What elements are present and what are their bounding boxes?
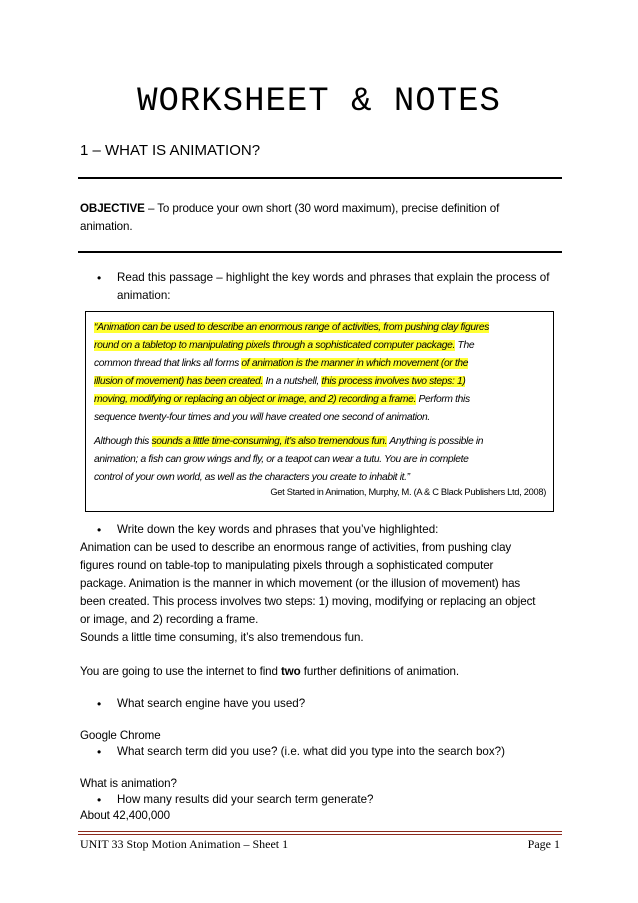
quote-line [94,391,549,409]
answer-results: About 42,400,000 [80,809,170,822]
bullet-text: What search engine have you used? [117,697,306,710]
bullet-icon: • [97,271,102,285]
highlight: illusion of movement) has been created. [94,376,263,387]
instruction-bullet-read [97,269,557,305]
bullet-icon: • [97,523,102,537]
footer-divider-thin [78,834,562,835]
highlight: moving, modifying or replacing an object or image, and 2) recording a frame. [94,394,416,405]
objective-text-1: – To produce your own short (30 word maximum), precise definition of [144,202,500,215]
quote-line: sequence twenty-four times and you will have created one second of animation. [94,412,430,423]
instruction-text: You are going to use the internet to find [80,665,281,678]
highlight: round on a tabletop to manipulating pixels through a sophisticated computer package. [94,340,455,351]
quote-text: In a nutshell, [262,376,322,387]
answer-line: been created. This process involves two steps: 1) moving, modifying or replacing an object [80,595,536,608]
footer-page-number: Page 1 [527,837,560,851]
bullet-icon: • [97,697,102,711]
answer-line: figures round on table-top to manipulating pixels through a sophisticated computer [80,559,494,572]
emphasis-text: two [281,665,301,678]
answer-line: Animation can be used to describe an enormous range of activities, from pushing clay [80,541,512,554]
highlight: sounds a little time-consuming, it’s also tremendous fun. [151,436,388,447]
quote-line [94,433,549,451]
instruction-bullet-write [97,521,557,539]
quote-line [94,373,549,391]
answer-search-term: What is animation? [80,777,177,790]
quote-text: The [455,340,475,351]
page-title: WORKSHEET & NOTES [137,83,501,121]
objective-label: OBJECTIVE [80,202,145,215]
objective-paragraph [80,200,560,236]
bullet-text-cont: animation: [117,289,171,302]
bullet-icon: • [97,793,102,807]
quote-line [94,337,549,355]
highlight: this process involves two steps: 1) [321,376,466,387]
divider-bottom [78,251,562,253]
quote-line [94,355,549,373]
bullet-text: What search term did you use? (i.e. what did you type into the search box?) [117,745,505,758]
quote-text: Anything is possible in [387,436,484,447]
answer-line: package. Animation is the manner in which movement (or the illusion of movement) has [80,577,521,590]
bullet-icon: • [97,745,102,759]
answer-keywords [80,539,570,647]
question-search-engine [97,695,557,713]
bullet-text: Write down the key words and phrases that you’ve highlighted: [117,523,439,536]
bullet-text: Read this passage – highlight the key words and phrases that explain the process of [117,271,550,284]
highlight: of animation is the manner in which movement (or the [241,358,469,369]
instruction-text: further definitions of animation. [300,665,460,678]
quote-line: control of your own world, as well as the characters you create to inhabit it.” [94,472,410,483]
divider-top [78,177,562,179]
answer-line: or image, and 2) recording a frame. [80,613,259,626]
objective-text-2: animation. [80,220,133,233]
quote-citation: Get Started in Animation, Murphy, M. (A & C Black Publishers Ltd, 2008) [270,487,546,497]
answer-line: Sounds a little time consuming, it’s also tremendous fun. [80,631,364,644]
quote-text: common thread that links all forms [94,358,242,369]
section-heading: 1 – WHAT IS ANIMATION? [80,142,261,159]
quote-text: Perform this [415,394,470,405]
quote-box [85,311,554,512]
footer-divider [78,831,562,832]
quote-text: Although this [94,436,152,447]
bullet-text: How many results did your search term generate? [117,793,374,806]
highlight: “Animation can be used to describe an enormous range of activities, from pushing clay figures [94,322,489,333]
answer-search-engine: Google Chrome [80,729,161,742]
quote-line: animation; a fish can grow wings and fly, or a teapot can wear a tutu. You are in complete [94,454,469,465]
footer-unit-title: UNIT 33 Stop Motion Animation – Sheet 1 [80,837,289,851]
quote-line [94,319,549,337]
internet-instruction [80,663,560,681]
question-search-term [97,743,557,761]
